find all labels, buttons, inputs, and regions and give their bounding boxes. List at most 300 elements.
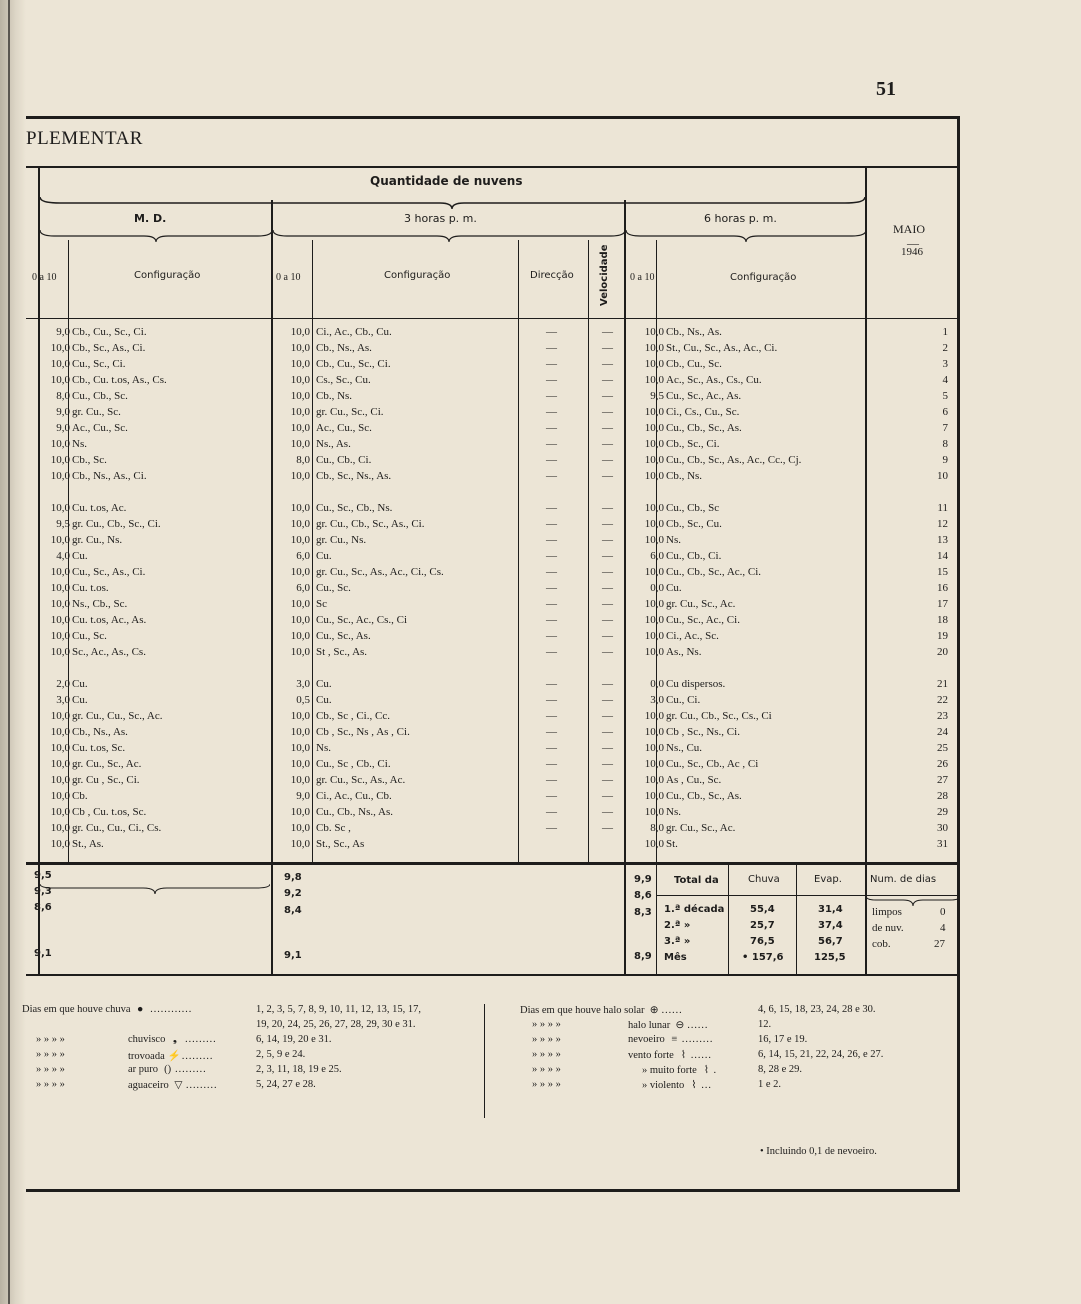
velocidade-value: — <box>602 374 613 386</box>
evap-value-2: 37,4 <box>818 920 843 931</box>
h3-value: 9,0 <box>296 790 310 802</box>
md-value: 9,0 <box>56 422 70 434</box>
md-value: 10,0 <box>50 646 70 658</box>
table-row <box>26 630 960 646</box>
h6-config: Cu., Cb., Sc., Ac., Ci. <box>666 566 762 578</box>
md-config: Cu. t.os, Ac. <box>72 502 127 514</box>
direccao-value: — <box>546 822 557 834</box>
h3-config: Cb., Cu., Sc., Ci. <box>316 358 391 370</box>
dias-nuv-label: de nuv. <box>872 922 904 934</box>
h6-value: 10,0 <box>644 534 664 546</box>
day-number: 31 <box>937 838 948 850</box>
velocidade-value: — <box>602 694 613 706</box>
h3-value: 10,0 <box>290 646 310 658</box>
h3-value: 10,0 <box>290 614 310 626</box>
h6-config: Cu., Sc., Ac., As. <box>666 390 742 402</box>
summary-rule <box>26 862 960 865</box>
legend-days: 2, 3, 11, 18, 19 e 25. <box>256 1064 342 1075</box>
day-number: 12 <box>937 518 948 530</box>
h6-config: Ac., Sc., As., Cs., Cu. <box>666 374 762 386</box>
h6-config: St. <box>666 838 678 850</box>
h3-header: 3 horas p. m. <box>404 212 477 225</box>
h3-config: Ci., Ac., Cb., Cu. <box>316 326 392 338</box>
h3-config: Cu., Sc., Ac., Cs., Ci <box>316 614 408 626</box>
h6-config: gr. Cu., Cb., Sc., Cs., Ci <box>666 710 772 722</box>
h6-value: 6,0 <box>650 550 664 562</box>
legend-right-3: » » » » nevoeiro ≡ ……… 16, 17 e 19. <box>532 1034 808 1045</box>
velocidade-value: — <box>602 742 613 754</box>
day-number: 30 <box>937 822 948 834</box>
legend-right-6: » » » » » violento ⌇ … 1 e 2. <box>532 1079 782 1091</box>
md-summary-month: 9,1 <box>34 948 52 959</box>
direccao-value: — <box>546 534 557 546</box>
md-config: gr. Cu., Cu., Ci., Cs. <box>72 822 162 834</box>
h6-config: Cu., Cb., Sc., As. <box>666 422 742 434</box>
h6-config: Cb., Ns. <box>666 470 703 482</box>
direccao-value: — <box>546 502 557 514</box>
h6-config-header: Configuração <box>730 272 797 283</box>
table-row <box>26 326 960 342</box>
h3-value: 10,0 <box>290 374 310 386</box>
h6-value: 10,0 <box>644 646 664 658</box>
direccao-value: — <box>546 470 557 482</box>
direccao-value: — <box>546 726 557 738</box>
legend-prefix: Dias em que houve <box>520 1005 601 1016</box>
evap-label: Evap. <box>814 874 842 885</box>
h6-config: As , Cu., Sc. <box>666 774 722 786</box>
velocidade-value: — <box>602 358 613 370</box>
table-row <box>26 390 960 406</box>
table-row <box>26 374 960 390</box>
table-row <box>26 502 960 518</box>
legend-days: 1 e 2. <box>758 1079 782 1090</box>
velocidade-value: — <box>602 406 613 418</box>
h6-config: St., Cu., Sc., As., Ac., Ci. <box>666 342 778 354</box>
h6-summary-month: 8,9 <box>634 951 652 962</box>
legend-label: nevoeiro <box>628 1034 665 1045</box>
day-number: 15 <box>937 566 948 578</box>
velocidade-value: — <box>602 710 613 722</box>
h3-config: Cb., Ns. <box>316 390 353 402</box>
h6-value: 10,0 <box>644 342 664 354</box>
footnote: • Incluindo 0,1 de nevoeiro. <box>760 1146 877 1157</box>
h6-config: Ns. <box>666 806 681 818</box>
day-number: 22 <box>937 694 948 706</box>
table-row <box>26 566 960 582</box>
h3-config: Cu., Sc., As. <box>316 630 371 642</box>
md-value: 10,0 <box>50 582 70 594</box>
h3-value: 10,0 <box>290 822 310 834</box>
rain-icon: ● <box>136 1004 144 1015</box>
md-summary-2: 9,3 <box>34 886 52 897</box>
dias-cob-label: cob. <box>872 938 891 950</box>
md-config: Cb., Cu., Sc., Ci. <box>72 326 147 338</box>
md-value: 3,0 <box>56 694 70 706</box>
h3-value: 10,0 <box>290 758 310 770</box>
year-header: 1946 <box>901 246 923 258</box>
legend-prefix: » » » » <box>36 1079 65 1090</box>
md-value: 10,0 <box>50 742 70 754</box>
h3-value: 10,0 <box>290 358 310 370</box>
velocidade-value: — <box>602 342 613 354</box>
evap-value-3: 56,7 <box>818 936 843 947</box>
direccao-value: — <box>546 454 557 466</box>
legend-prefix: » » » » <box>532 1049 561 1060</box>
direccao-value: — <box>546 374 557 386</box>
h3-config: gr. Cu., Sc., Ci. <box>316 406 384 418</box>
legend-label: trovoada <box>128 1051 165 1062</box>
h3-config: gr. Cu., Sc., As., Ac. <box>316 774 406 786</box>
velocidade-value: — <box>602 566 613 578</box>
md-value: 10,0 <box>50 374 70 386</box>
table-row <box>26 758 960 774</box>
velocidade-value: — <box>602 518 613 530</box>
direccao-header: Direcção <box>530 270 574 281</box>
md-config: Cb., Sc., As., Ci. <box>72 342 146 354</box>
h3-config: gr. Cu., Ns. <box>316 534 367 546</box>
direccao-value: — <box>546 678 557 690</box>
h6-config: Cb , Sc., Ns., Ci. <box>666 726 740 738</box>
day-number: 24 <box>937 726 948 738</box>
h3-value: 10,0 <box>290 630 310 642</box>
direccao-value: — <box>546 582 557 594</box>
velocidade-value: — <box>602 678 613 690</box>
binding-line <box>8 0 10 1304</box>
h3-brace <box>273 228 625 244</box>
period-label-2: 2.ª » <box>664 920 691 931</box>
total-header-rule <box>656 895 865 896</box>
md-value: 10,0 <box>50 822 70 834</box>
md-value: 10,0 <box>50 726 70 738</box>
h6-value: 10,0 <box>644 838 664 850</box>
day-number: 19 <box>937 630 948 642</box>
table-row <box>26 550 960 566</box>
day-number: 28 <box>937 790 948 802</box>
h6-config: Ns. <box>666 534 681 546</box>
direccao-value: — <box>546 342 557 354</box>
h6-value: 10,0 <box>644 710 664 722</box>
period-label-1: 1.ª década <box>664 904 725 915</box>
h3-config: Cu., Sc., Cb., Ns. <box>316 502 393 514</box>
h6-config: gr. Cu., Sc., Ac. <box>666 822 736 834</box>
velocidade-value: — <box>602 790 613 802</box>
legend-rule <box>26 974 960 976</box>
h3-value: 10,0 <box>290 566 310 578</box>
md-config: gr. Cu., Sc., Ac. <box>72 758 142 770</box>
md-value: 9,0 <box>56 406 70 418</box>
day-number: 27 <box>937 774 948 786</box>
h3-value: 6,0 <box>296 582 310 594</box>
divider-evap <box>796 865 797 974</box>
md-value: 10,0 <box>50 534 70 546</box>
h3-value: 10,0 <box>290 406 310 418</box>
h3-config: St , Sc., As. <box>316 646 368 658</box>
h6-value: 10,0 <box>644 438 664 450</box>
legend-left-2: » » » » chuvisco ❟ ……… 6, 14, 19, 20 e 31. <box>36 1034 332 1045</box>
h6-config: Cu., Ci. <box>666 694 701 706</box>
md-value: 10,0 <box>50 758 70 770</box>
md-config: Cu. <box>72 694 88 706</box>
md-config: Cu. t.os. <box>72 582 109 594</box>
day-number: 10 <box>937 470 948 482</box>
h6-config: Cu., Cb., Ci. <box>666 550 722 562</box>
day-number: 7 <box>942 422 948 434</box>
h3-config: Cu. <box>316 678 332 690</box>
day-number: 5 <box>942 390 948 402</box>
h3-config: Sc <box>316 598 327 610</box>
legend-prefix: » » » » <box>36 1049 65 1060</box>
direccao-value: — <box>546 566 557 578</box>
direccao-value: — <box>546 630 557 642</box>
md-config: gr. Cu., Ns. <box>72 534 123 546</box>
dias-cob-value: 27 <box>934 938 945 950</box>
md-summary-3: 8,6 <box>34 902 52 913</box>
day-number: 4 <box>942 374 948 386</box>
md-value: 10,0 <box>50 774 70 786</box>
md-value: 10,0 <box>50 838 70 850</box>
h3-value: 10,0 <box>290 326 310 338</box>
md-value: 10,0 <box>50 342 70 354</box>
md-config: gr. Cu., Cb., Sc., Ci. <box>72 518 161 530</box>
legend-prefix: » » » » <box>36 1034 65 1045</box>
h6-scale-header: 0 a 10 <box>630 272 655 283</box>
velocidade-value: — <box>602 550 613 562</box>
legend-label: ar puro <box>128 1064 159 1075</box>
table-row <box>26 422 960 438</box>
legend-right-1: Dias em que houve halo solar ⊕ …… 4, 6, 15, 18, 23, 24, 28 e 30. <box>520 1004 876 1016</box>
h6-value: 10,0 <box>644 470 664 482</box>
md-config: Cb., Sc. <box>72 454 107 466</box>
h3-value: 10,0 <box>290 422 310 434</box>
md-scale-header: 0 a 10 <box>32 272 57 283</box>
h3-value: 10,0 <box>290 438 310 450</box>
md-config: gr. Cu., Sc. <box>72 406 121 418</box>
table-row <box>26 838 960 854</box>
h6-value: 10,0 <box>644 774 664 786</box>
legend-days: 12. <box>758 1019 772 1030</box>
day-number: 13 <box>937 534 948 546</box>
md-value: 10,0 <box>50 630 70 642</box>
legend-days: 4, 6, 15, 18, 23, 24, 28 e 30. <box>758 1004 876 1015</box>
h6-header: 6 horas p. m. <box>704 212 777 225</box>
legend-label: vento forte <box>628 1050 674 1061</box>
thunderstorm-icon: ⚡ <box>167 1051 181 1062</box>
table-row <box>26 534 960 550</box>
direccao-value: — <box>546 550 557 562</box>
period-label-3: 3.ª » <box>664 936 691 947</box>
h3-value: 10,0 <box>290 390 310 402</box>
direccao-value: — <box>546 774 557 786</box>
h3-value: 10,0 <box>290 726 310 738</box>
day-number: 20 <box>937 646 948 658</box>
day-number: 16 <box>937 582 948 594</box>
table-row <box>26 822 960 838</box>
day-number: 11 <box>937 502 948 514</box>
velocidade-value: — <box>602 422 613 434</box>
legend-label: halo solar <box>603 1005 645 1016</box>
h3-config: St., Sc., As <box>316 838 365 850</box>
velocidade-value: — <box>602 582 613 594</box>
h6-value: 10,0 <box>644 454 664 466</box>
day-number: 26 <box>937 758 948 770</box>
h3-value: 10,0 <box>290 342 310 354</box>
period-label-month: Mês <box>664 952 687 963</box>
md-value: 10,0 <box>50 806 70 818</box>
legend-label: aguaceiro <box>128 1080 169 1091</box>
legend-label: » violento <box>642 1080 685 1091</box>
h3-config: Cb., Sc , Ci., Cc. <box>316 710 390 722</box>
velocidade-value: — <box>602 806 613 818</box>
h3-summary-3: 8,4 <box>284 905 302 916</box>
h6-value: 3,0 <box>650 694 664 706</box>
legend-left-1: Dias em que houve chuva ● ………… 1, 2, 3, 5, 7, 8, 9, 10, 11, 12, 13, 15, 17, <box>22 1004 421 1015</box>
title-rule <box>26 166 960 168</box>
h6-value: 10,0 <box>644 758 664 770</box>
table-row <box>26 358 960 374</box>
md-value: 10,0 <box>50 790 70 802</box>
h3-config: Cb., Ns., As. <box>316 342 372 354</box>
chuva-value-month: • 157,6 <box>742 952 784 963</box>
legend-prefix: Dias em que houve <box>22 1004 103 1015</box>
h3-config: Cb. Sc , <box>316 822 351 834</box>
md-config: Cb , Cu. t.os, Sc. <box>72 806 147 818</box>
h6-value: 10,0 <box>644 358 664 370</box>
h6-config: Cb., Sc., Ci. <box>666 438 720 450</box>
h6-config: Cu., Cb., Sc., As. <box>666 790 742 802</box>
md-value: 10,0 <box>50 438 70 450</box>
h6-value: 10,0 <box>644 422 664 434</box>
legend-left-5: » » » » aguaceiro ▽ ……… 5, 24, 27 e 28. <box>36 1079 316 1091</box>
direccao-value: — <box>546 790 557 802</box>
h6-value: 9,5 <box>650 390 664 402</box>
md-config: Cb., Ns., As. <box>72 726 128 738</box>
md-value: 10,0 <box>50 710 70 722</box>
fog-icon: ≡ <box>671 1034 678 1045</box>
direccao-value: — <box>546 758 557 770</box>
h6-config: Cb., Sc., Cu. <box>666 518 722 530</box>
legend-left-4: » » » » ar puro () ……… 2, 3, 11, 18, 19 e 25. <box>36 1064 342 1075</box>
violent-wind-icon: ⌇ <box>691 1080 697 1091</box>
md-config: St., As. <box>72 838 104 850</box>
h3-config: Ci., Ac., Cu., Cb. <box>316 790 392 802</box>
day-number: 8 <box>942 438 948 450</box>
h6-config: Cb., Cu., Sc. <box>666 358 722 370</box>
h6-value: 8,0 <box>650 822 664 834</box>
h3-value: 0,5 <box>296 694 310 706</box>
direccao-value: — <box>546 742 557 754</box>
table-row <box>26 806 960 822</box>
very-strong-wind-icon: ⌇ <box>703 1065 710 1076</box>
table-row <box>26 454 960 470</box>
direccao-value: — <box>546 710 557 722</box>
direccao-value: — <box>546 518 557 530</box>
h6-value: 10,0 <box>644 518 664 530</box>
h6-value: 10,0 <box>644 502 664 514</box>
md-summary-1: 9,5 <box>34 870 52 881</box>
table-row <box>26 582 960 598</box>
md-brace <box>40 228 272 244</box>
h3-config: Cs., Sc., Cu. <box>316 374 371 386</box>
strong-wind-icon: ⌇ <box>680 1050 686 1061</box>
md-value: 10,0 <box>50 470 70 482</box>
md-config: Cu. t.os, Sc. <box>72 742 126 754</box>
month-dash: — <box>907 236 919 250</box>
h3-value: 3,0 <box>296 678 310 690</box>
table-row <box>26 406 960 422</box>
md-config: Cb. <box>72 790 88 802</box>
h3-value: 10,0 <box>290 838 310 850</box>
legend-days: 1, 2, 3, 5, 7, 8, 9, 10, 11, 12, 13, 15, 17, <box>256 1004 421 1015</box>
dias-limpos-value: 0 <box>940 906 946 918</box>
h6-config: gr. Cu., Sc., Ac. <box>666 598 736 610</box>
table-row <box>26 790 960 806</box>
h3-config: Cb , Sc., Ns , As , Ci. <box>316 726 410 738</box>
h3-value: 10,0 <box>290 534 310 546</box>
divider-chuva <box>728 865 729 974</box>
md-config: Ns. <box>72 438 87 450</box>
h6-value: 10,0 <box>644 742 664 754</box>
legend-prefix: » » » » <box>532 1064 561 1075</box>
h3-config: Cu., Cb., Ns., As. <box>316 806 394 818</box>
h6-summary-2: 8,6 <box>634 890 652 901</box>
h3-value: 10,0 <box>290 806 310 818</box>
md-value: 10,0 <box>50 454 70 466</box>
direccao-value: — <box>546 598 557 610</box>
day-number: 18 <box>937 614 948 626</box>
chuva-label: Chuva <box>748 874 780 885</box>
md-value: 8,0 <box>56 390 70 402</box>
md-config: Cu., Cb., Sc. <box>72 390 128 402</box>
dias-limpos-label: limpos <box>872 906 902 918</box>
table-row <box>26 470 960 486</box>
md-config: Cu. <box>72 550 88 562</box>
table-row <box>26 774 960 790</box>
table-row <box>26 342 960 358</box>
velocidade-value: — <box>602 598 613 610</box>
md-value: 2,0 <box>56 678 70 690</box>
day-number: 6 <box>942 406 948 418</box>
velocidade-value: — <box>602 438 613 450</box>
day-number: 17 <box>937 598 948 610</box>
legend-days: 5, 24, 27 e 28. <box>256 1079 316 1090</box>
table-row <box>26 726 960 742</box>
h6-config: Ns., Cu. <box>666 742 703 754</box>
md-value: 10,0 <box>50 358 70 370</box>
legend-right-4: » » » » vento forte ⌇ …… 6, 14, 15, 21, 22, 24, 26, e 27. <box>532 1049 884 1061</box>
md-config: Ns., Cb., Sc. <box>72 598 128 610</box>
velocidade-value: — <box>602 390 613 402</box>
md-config: Cu. <box>72 678 88 690</box>
md-config: Ac., Cu., Sc. <box>72 422 128 434</box>
h6-value: 10,0 <box>644 374 664 386</box>
md-config: Cb., Ns., As., Ci. <box>72 470 147 482</box>
velocidade-value: — <box>602 822 613 834</box>
day-number: 3 <box>942 358 948 370</box>
h3-config: Ac., Cu., Sc. <box>316 422 372 434</box>
md-config: Cu. t.os, Ac., As. <box>72 614 147 626</box>
h6-config: Cu., Sc., Ac., Ci. <box>666 614 740 626</box>
h6-config: Cb., Ns., As. <box>666 326 722 338</box>
h6-value: 0,0 <box>650 678 664 690</box>
month-header: MAIO <box>893 222 925 236</box>
md-config: gr. Cu , Sc., Ci. <box>72 774 140 786</box>
h3-value: 8,0 <box>296 454 310 466</box>
h3-config: Cu., Sc. <box>316 582 351 594</box>
direccao-value: — <box>546 694 557 706</box>
h3-value: 10,0 <box>290 470 310 482</box>
divider-total <box>656 865 657 974</box>
day-number: 14 <box>937 550 948 562</box>
